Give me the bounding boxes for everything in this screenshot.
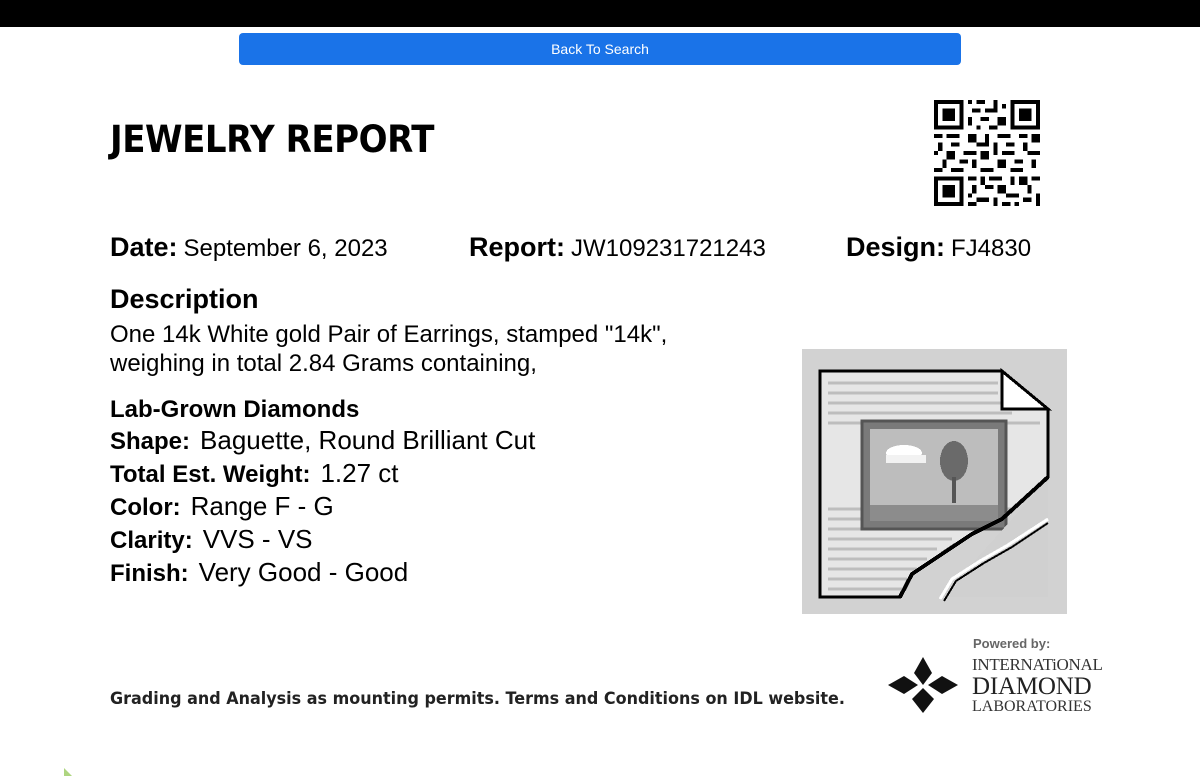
back-to-search-button[interactable]: Back To Search: [239, 33, 961, 65]
product-image-placeholder: [802, 349, 1067, 614]
brand-line-diamond: DIAMOND: [972, 673, 1092, 700]
description-text: One 14k White gold Pair of Earrings, stamped "14k", weighing in total 2.84 Grams containing,: [110, 321, 668, 377]
design-label: Design:: [846, 232, 946, 262]
design-value: FJ4830: [951, 235, 1032, 262]
report-number-field: [469, 232, 766, 263]
report-label: Report:: [469, 232, 565, 262]
stones-heading: Lab-Grown Diamonds: [110, 396, 360, 423]
spec-label: Shape:: [110, 428, 191, 455]
idl-brand: [972, 656, 1103, 715]
spec-label: Finish:: [110, 560, 189, 587]
spec-label: Color:: [110, 494, 181, 521]
date-field: [110, 232, 388, 263]
report-title: JEWELRY REPORT: [110, 118, 435, 161]
spec-shape: [110, 425, 535, 456]
top-bar: [0, 0, 1200, 27]
design-field: [846, 232, 1031, 263]
spec-finish: [110, 557, 408, 588]
report-value: JW109231721243: [571, 235, 766, 262]
spec-value: Very Good - Good: [198, 557, 409, 587]
spec-label: Clarity:: [110, 527, 193, 554]
spec-clarity: [110, 524, 313, 555]
spec-value: 1.27 ct: [320, 458, 399, 488]
spec-value: Range F - G: [190, 491, 334, 521]
powered-by-label: Powered by:: [973, 636, 1051, 651]
brand-line-international: INTERNATiONAL: [972, 655, 1103, 674]
date-label: Date:: [110, 232, 178, 262]
spec-value: Baguette, Round Brilliant Cut: [200, 425, 536, 455]
description-heading: Description: [110, 284, 259, 314]
corner-mark: [64, 768, 72, 776]
brand-line-laboratories: LABORATORIES: [972, 698, 1092, 715]
date-value: September 6, 2023: [183, 235, 388, 262]
qr-code-icon: [934, 100, 1040, 206]
diamond-logo-icon: [888, 655, 958, 715]
spec-value: VVS - VS: [202, 524, 313, 554]
spec-total-weight: [110, 458, 399, 489]
terms-note: Grading and Analysis as mounting permits. Terms and Conditions on IDL website.: [110, 689, 845, 709]
spec-label: Total Est. Weight:: [110, 461, 311, 488]
spec-color: [110, 491, 334, 522]
broken-image-icon: [802, 349, 1067, 614]
